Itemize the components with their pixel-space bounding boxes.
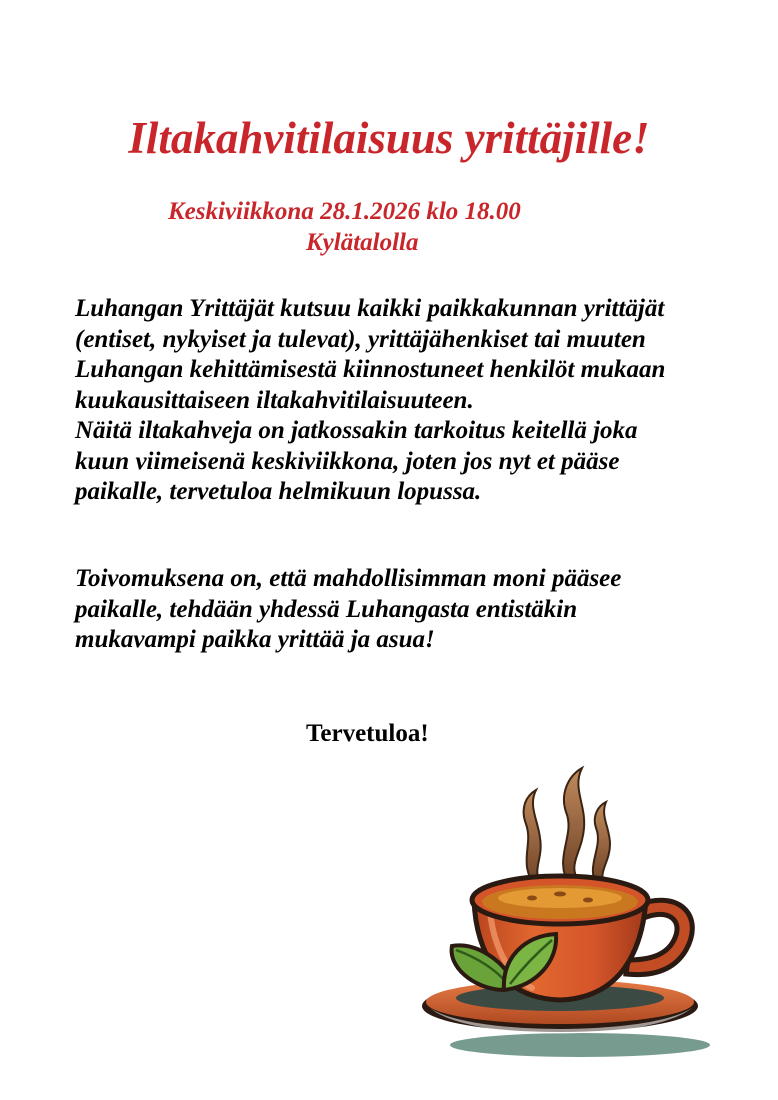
text-line: kuun viimeisenä keskiviikkona, joten jos nyt et pääse: [75, 447, 620, 475]
text-line: Toivomuksena on, että mahdollisimman moni pääsee: [75, 565, 622, 592]
wish-paragraph: [75, 564, 735, 656]
text-line: Luhangan Yrittäjät kutsuu kaikki paikkakunnan yrittäjät: [75, 295, 665, 322]
event-date-time: Keskiviikkona 28.1.2026 klo 18.00: [168, 198, 521, 225]
text-line: kuukausittaiseen iltakahvitilaisuuteen.: [75, 386, 474, 414]
page-title: Iltakahvitilaisuus yrittäjille!: [128, 113, 650, 163]
text-line: paikalle, tehdään yhdessä Luhangasta entistäkin: [75, 595, 578, 623]
text-line: mukavampi paikka yrittää ja asua!: [75, 626, 435, 653]
text-line: paikalle, tervetuloa helmikuun lopussa.: [75, 478, 482, 505]
text-line: Luhangan kehittämisestä kiinnostuneet henkilöt mukaan: [75, 356, 666, 383]
text-line: Näitä iltakahveja on jatkossakin tarkoitus keitellä joka: [75, 417, 638, 444]
invitation-paragraph: [75, 294, 735, 508]
text-line: (entiset, nykyiset ja tulevat), yrittäjähenkiset tai muuten: [75, 325, 646, 353]
welcome-text: Tervetuloa!: [306, 720, 429, 747]
coffee-cup-icon: [420, 762, 720, 1062]
event-location: Kylätalolla: [306, 229, 419, 256]
